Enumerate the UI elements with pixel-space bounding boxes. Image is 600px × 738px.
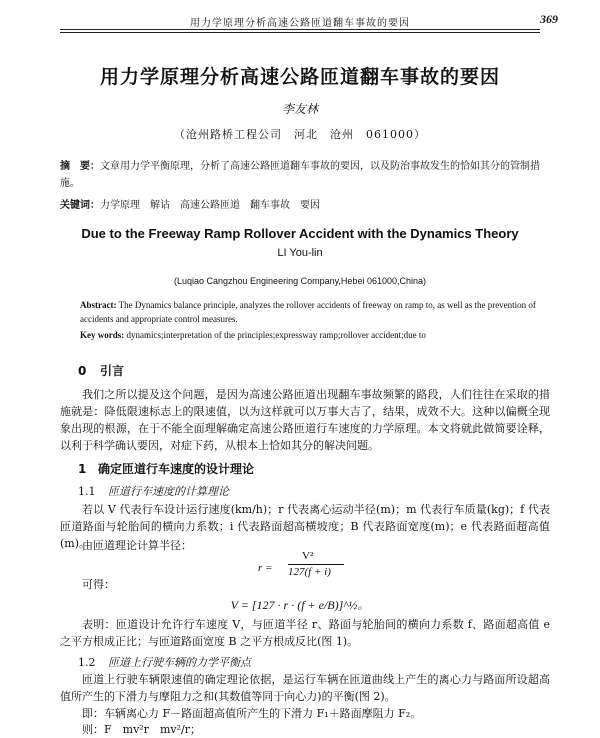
keywords-chinese-text: 力学原理 解诂 高速公路匝道 翻车事故 要因 (100, 200, 320, 211)
abstract-chinese-text: 文章用力学平衡原理，分析了高速公路匝道翻车事故的要因，以及防治事故发生的恰如其分的管制措施。 (60, 161, 540, 189)
abstract-english-label: Abstract: (80, 300, 117, 310)
force-formula-line: 则：F mv²r mv²/r； (82, 723, 201, 736)
subsection-1-1-heading (78, 483, 229, 499)
author-english: LI You-lin (277, 247, 323, 259)
affiliation-english: (Luqiao Cangzhou Engineering Company,Hebei 061000,China) (173, 276, 426, 286)
keywords-english-text: dynamics;interpretation of the principles;expressway ramp;rollover accident;due to (126, 330, 426, 340)
section-0-number: 0 (78, 364, 87, 378)
section-1-title: 确定匝道行车速度的设计理论 (98, 462, 255, 476)
title-english: Due to the Freeway Ramp Rollover Accident with the Dynamics Theory (81, 226, 519, 241)
force-equation-line: 即：车辆离心力 F－路面超高值所产生的下滑力 F₁＋路面摩阻力 F₂。 (82, 707, 422, 720)
abstract-chinese (60, 158, 550, 192)
section-1-number: 1 (78, 462, 87, 476)
author-chinese: 李友林 (281, 102, 318, 116)
abstract-english (80, 298, 550, 326)
section-0-title: 引言 (100, 364, 125, 378)
fraction-bar (288, 564, 344, 565)
subsection-1-2-heading (78, 654, 251, 670)
keywords-chinese-label: 关键词： (60, 200, 100, 211)
subsection-1-2-title: 匝道上行驶车辆的力学平衡点 (108, 656, 251, 669)
subsection-1-1-title: 匝道行车速度的计算理论 (108, 485, 229, 498)
title-chinese: 用力学原理分析高速公路匝道翻车事故的要因 (99, 66, 500, 88)
subsection-1-1-number: 1.1 (78, 485, 96, 498)
header-rule (60, 29, 540, 30)
intro-paragraph: 我们之所以提及这个问题，是因为高速公路匝道出现翻车事故频繁的路段，人们往往在采取的措施就是：降低限速标志上的限速值，以为这样就可以万事大吉了，结果，成效不大。这种以偏概全现象出现的根源，在于不能全面理解确定高速公路匝道行车速度的力学原理。本文将就此做简要诠释，以利于科学确认要因，对症下药，从根本上恰如其分的解决问题。 (60, 388, 550, 452)
equation-radius-lhs: r = (258, 562, 273, 574)
equation-radius-denominator: 127(f + i) (288, 566, 331, 578)
section-0-heading (78, 362, 124, 379)
running-title: 用力学原理分析高速公路匝道翻车事故的要因 (190, 18, 410, 29)
equation-radius-numerator: V² (302, 550, 314, 562)
page-number: 369 (540, 12, 558, 26)
header-rule-second (60, 32, 540, 33)
keywords-english (80, 330, 550, 340)
balance-paragraph: 匝道上行驶车辆限速值的确定理论依据，是运行车辆在匝道曲线上产生的离心力与路面所设超高值所产生的下滑力与摩阻力之和(其数值等同于向心力)的平衡(图 2)。 (60, 673, 550, 703)
abstract-english-text: The Dynamics balance principle, analyzes the rollover accidents of freeway on ramp to, as well as the prevention of accidents and appropriate control measures. (80, 300, 536, 324)
abstract-chinese-label: 摘 要： (60, 161, 100, 172)
keywords-chinese (60, 196, 550, 211)
variables-paragraph: 若以 V 代表行车设计运行速度(km/h)；r 代表离心运动半径(m)；m 代表行车质量(kg)；f 代表匝道路面与轮胎间的横向力系数；i 代表路面超高横坡度；B 代表路面宽度(m)；e 代表路面超高值(m)。 (60, 503, 550, 550)
therefore-paragraph: 可得： (82, 578, 115, 591)
keywords-english-label: Key words: (80, 330, 125, 340)
subsection-1-2-number: 1.2 (78, 656, 96, 669)
equation-speed: V = [127 · r · (f + e/B)]^½。 (230, 598, 370, 612)
design-radius-paragraph: 由匝道理论计算半径： (82, 539, 192, 552)
conclusion-paragraph: 表明：匝道设计允许行车速度 V，与匝道半径 r、路面与轮胎间的横向力系数 f、路面超高值 e 之平方根成正比；与匝道路面宽度 B 之平方根成反比(图 1)。 (60, 618, 550, 648)
running-header (0, 10, 600, 30)
section-1-heading (78, 460, 254, 477)
affiliation-chinese: （沧州路桥工程公司 河北 沧州 061000） (174, 128, 426, 141)
